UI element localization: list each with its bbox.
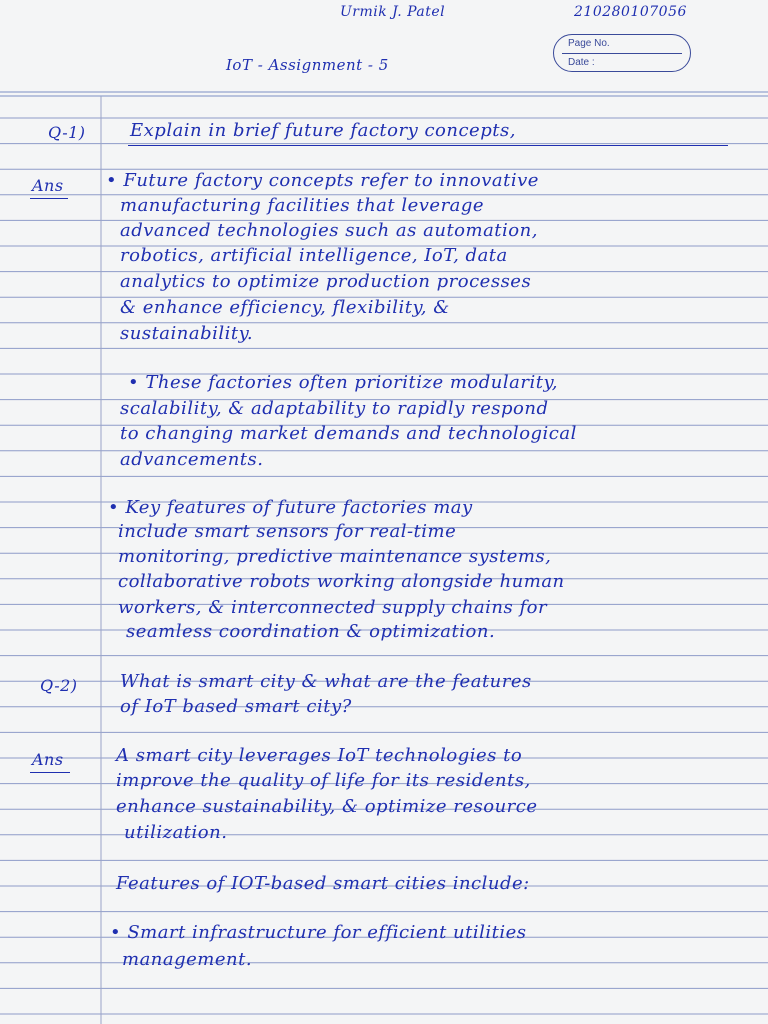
student-name: Urmik J. Patel (340, 4, 446, 20)
q1-para2-line4: advancements. (120, 449, 264, 470)
q1-para3-line1: • Key features of future factories may (108, 497, 473, 518)
q1-question-underline (128, 145, 728, 146)
assignment-title: IoT - Assignment - 5 (226, 56, 389, 74)
stamp-divider (562, 53, 682, 54)
q1-para3-line6: seamless coordination & optimization. (126, 621, 496, 642)
date-label: Date : (568, 57, 595, 68)
q2-para1-line3: enhance sustainability, & optimize resource (116, 796, 538, 817)
q1-para1-line3: advanced technologies such as automation, (120, 220, 538, 241)
enrollment-number: 210280107056 (574, 4, 687, 20)
q1-para1-line1: • Future factory concepts refer to innovative (106, 170, 539, 191)
q1-para2-line2: scalability, & adaptability to rapidly respond (120, 398, 549, 419)
q1-para3-line5: workers, & interconnected supply chains for (118, 597, 548, 618)
q2-question-line2: of IoT based smart city? (120, 696, 352, 717)
page-date-stamp (553, 34, 691, 72)
q2-features-intro: Features of IOT-based smart cities include: (116, 873, 530, 894)
q1-question: Explain in brief future factory concepts, (130, 120, 516, 141)
q1-para1-line7: sustainability. (120, 323, 254, 344)
q1-para2-line1: • These factories often prioritize modularity, (128, 372, 558, 393)
q2-ans-underline (30, 772, 70, 773)
q1-label: Q-1) (48, 123, 86, 142)
q2-para1-line1: A smart city leverages IoT technologies to (116, 745, 523, 766)
q1-para1-line4: robotics, artificial intelligence, IoT, data (120, 245, 508, 266)
q2-ans-label: Ans (32, 750, 64, 769)
page-no-label: Page No. (568, 38, 610, 49)
q1-para1-line2: manufacturing facilities that leverage (120, 195, 485, 216)
q1-para3-line3: monitoring, predictive maintenance systems, (118, 546, 552, 567)
q2-bullet1-line2: management. (122, 949, 253, 970)
q1-para1-line5: analytics to optimize production processes (120, 271, 532, 292)
q1-para1-line6: & enhance efficiency, flexibility, & (120, 297, 450, 318)
q1-para3-line4: collaborative robots working alongside human (118, 571, 565, 592)
q2-question-line1: What is smart city & what are the features (120, 671, 532, 692)
q1-para2-line3: to changing market demands and technological (120, 423, 577, 444)
q2-bullet1-line1: • Smart infrastructure for efficient utilities (110, 922, 527, 943)
q1-para3-line2: include smart sensors for real-time (118, 521, 457, 542)
q2-para1-line2: improve the quality of life for its residents, (116, 770, 531, 791)
q1-ans-label: Ans (32, 176, 64, 195)
q2-para1-line4: utilization. (124, 822, 228, 843)
q1-ans-underline (30, 198, 68, 199)
q2-label: Q-2) (40, 676, 78, 695)
